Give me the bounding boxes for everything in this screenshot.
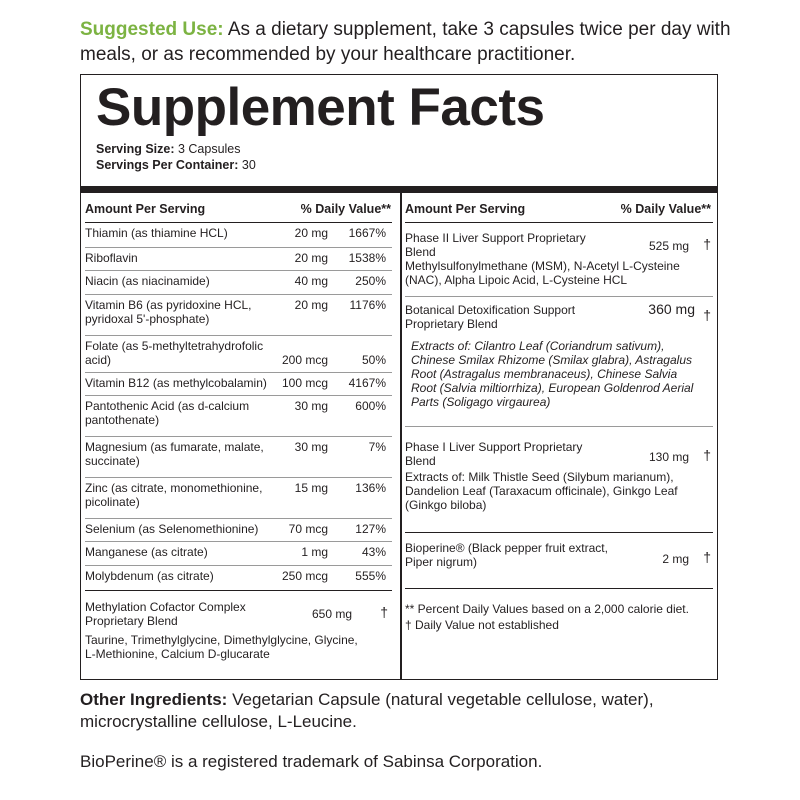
other-ingredients-text: Vegetarian Capsule (natural vegetable cellulose, water), microcrystalline cellulose, L-Leucine. bbox=[80, 690, 654, 731]
right-header-dv: % Daily Value** bbox=[620, 202, 711, 216]
blend-amount: 360 mg bbox=[648, 301, 695, 317]
serving-size-value: 3 Capsules bbox=[174, 142, 241, 156]
other-ingredients-label: Other Ingredients: bbox=[80, 690, 228, 709]
left-column bbox=[85, 193, 392, 669]
other-ingredients bbox=[80, 689, 740, 733]
nutrient-dv: 7% bbox=[368, 440, 386, 454]
nutrient-name: Pantothenic Acid (as d-calcium pantothenate) bbox=[85, 399, 250, 427]
nutrient-row bbox=[85, 223, 392, 248]
left-header-dv: % Daily Value** bbox=[300, 202, 391, 216]
nutrient-amount: 100 mcg bbox=[281, 376, 328, 390]
right-header bbox=[405, 193, 713, 223]
blend-description: Extracts of: Milk Thistle Seed (Silybum marianum), Dandelion Leaf (Taraxacum officinale), Ginkgo Leaf (Ginkgo biloba) bbox=[405, 470, 678, 512]
nutrient-name: Molybdenum (as citrate) bbox=[85, 569, 214, 583]
nutrient-dv: 4167% bbox=[348, 376, 386, 390]
nutrient-amount: 20 mg bbox=[294, 226, 328, 240]
blend-amount: 2 mg bbox=[662, 552, 689, 566]
nutrient-amount: 20 mg bbox=[294, 298, 328, 312]
blend-name: Bioperine® (Black pepper fruit extract, Piper nigrum) bbox=[405, 541, 608, 569]
footnote-percent-dv: ** Percent Daily Values based on a 2,000 calorie diet. bbox=[405, 602, 689, 616]
blend-name: Phase I Liver Support Proprietary Blend bbox=[405, 440, 583, 468]
left-header bbox=[85, 193, 392, 223]
nutrient-amount: 40 mg bbox=[294, 274, 328, 288]
nutrient-amount: 200 mcg bbox=[281, 353, 328, 367]
nutrient-row bbox=[85, 295, 392, 336]
servings-per-container-label: Servings Per Container: bbox=[96, 158, 239, 172]
blend-description: Taurine, Trimethylglycine, Dimethylglycine, Glycine, L-Methionine, Calcium D-glucarate bbox=[85, 633, 358, 661]
nutrient-name: Vitamin B12 (as methylcobalamin) bbox=[85, 376, 267, 390]
nutrient-amount: 250 mcg bbox=[281, 569, 328, 583]
nutrient-amount: 70 mcg bbox=[288, 522, 328, 536]
supplement-facts-panel bbox=[80, 74, 718, 680]
nutrient-dv: 50% bbox=[361, 353, 386, 367]
nutrient-dv: 43% bbox=[361, 545, 386, 559]
nutrient-amount: 20 mg bbox=[294, 251, 328, 265]
column-divider bbox=[400, 193, 402, 679]
nutrient-row bbox=[85, 396, 392, 437]
blend-dv: † bbox=[380, 604, 388, 620]
nutrient-amount: 30 mg bbox=[294, 440, 328, 454]
blend-description: Methylsulfonylmethane (MSM), N-Acetyl L-Cysteine (NAC), Alpha Lipoic Acid, L-Cysteine HCL bbox=[405, 259, 680, 287]
nutrient-name: Selenium (as Selenomethionine) bbox=[85, 522, 259, 536]
left-header-amount: Amount Per Serving bbox=[85, 202, 206, 216]
nutrient-row bbox=[85, 373, 392, 396]
suggested-use-text: As a dietary supplement, take 3 capsules twice per day with meals, or as recommended by your healthcare practitioner. bbox=[80, 19, 731, 65]
nutrient-dv: 1176% bbox=[349, 298, 386, 312]
methylation-blend bbox=[85, 591, 392, 669]
suggested-use bbox=[80, 17, 740, 67]
nutrient-row bbox=[85, 478, 392, 519]
botanical-blend bbox=[405, 297, 713, 427]
blend-amount: 525 mg bbox=[648, 239, 689, 253]
nutrient-dv: 250% bbox=[355, 274, 386, 288]
nutrient-dv: 600% bbox=[355, 399, 386, 413]
blend-name: Methylation Cofactor Complex Proprietary Blend bbox=[85, 600, 246, 628]
nutrient-name: Vitamin B6 (as pyridoxine HCL, pyridoxal 5'-phosphate) bbox=[85, 298, 252, 326]
facts-title: Supplement Facts bbox=[96, 78, 545, 137]
nutrient-row bbox=[85, 542, 392, 566]
servings-per-container-value: 30 bbox=[238, 158, 256, 172]
nutrient-amount: 15 mg bbox=[294, 481, 328, 495]
bioperine-row bbox=[405, 533, 713, 589]
nutrient-name: Thiamin (as thiamine HCL) bbox=[85, 226, 228, 240]
blend-dv: † bbox=[703, 236, 711, 252]
nutrient-dv: 127% bbox=[355, 522, 386, 536]
nutrient-name: Magnesium (as fumarate, malate, succinate) bbox=[85, 440, 264, 468]
blend-dv: † bbox=[703, 549, 711, 565]
serving-info bbox=[96, 141, 256, 173]
blend-amount: 650 mg bbox=[311, 607, 352, 621]
blend-name: Phase II Liver Support Proprietary Blend bbox=[405, 231, 586, 259]
blend-description: Extracts of: Cilantro Leaf (Coriandrum sativum), Chinese Smilax Rhizome (Smilax glabra), Astragalus Root (Astragalus membranaceus), Chinese Salvia Root (Salvia miltiorrhiza), European Goldenrod Aerial Parts (Soligago virgaurea) bbox=[411, 339, 694, 409]
right-header-amount: Amount Per Serving bbox=[405, 202, 526, 216]
trademark-notice: BioPerine® is a registered trademark of Sabinsa Corporation. bbox=[80, 752, 543, 771]
nutrient-row bbox=[85, 437, 392, 478]
nutrient-amount: 1 mg bbox=[301, 545, 328, 559]
nutrient-name: Zinc (as citrate, monomethionine, picolinate) bbox=[85, 481, 263, 509]
nutrient-dv: 1538% bbox=[348, 251, 386, 265]
nutrient-dv: 555% bbox=[355, 569, 386, 583]
right-column bbox=[405, 193, 713, 649]
nutrient-row bbox=[85, 336, 392, 373]
nutrient-name: Riboflavin bbox=[85, 251, 138, 265]
nutrient-dv: 136% bbox=[355, 481, 386, 495]
nutrient-row bbox=[85, 271, 392, 295]
nutrient-row bbox=[85, 248, 392, 271]
phase1-blend bbox=[405, 427, 713, 533]
nutrient-name: Niacin (as niacinamide) bbox=[85, 274, 210, 288]
blend-amount: 130 mg bbox=[648, 450, 689, 464]
suggested-use-label: Suggested Use: bbox=[80, 19, 224, 40]
blend-dv: † bbox=[703, 307, 711, 323]
nutrient-name: Manganese (as citrate) bbox=[85, 545, 208, 559]
nutrient-row bbox=[85, 566, 392, 591]
footnotes bbox=[405, 589, 713, 649]
blend-dv: † bbox=[703, 447, 711, 463]
serving-size-label: Serving Size: bbox=[96, 142, 175, 156]
nutrient-amount: 30 mg bbox=[294, 399, 328, 413]
nutrient-row bbox=[85, 519, 392, 542]
nutrient-name: Folate (as 5-methyltetrahydrofolic acid) bbox=[85, 339, 264, 367]
phase2-blend bbox=[405, 223, 713, 297]
thick-divider bbox=[81, 186, 717, 193]
footnote-dv-not-established: † Daily Value not established bbox=[405, 618, 559, 632]
blend-name: Botanical Detoxification Support Proprietary Blend bbox=[405, 303, 576, 331]
nutrient-dv: 1667% bbox=[348, 226, 386, 240]
